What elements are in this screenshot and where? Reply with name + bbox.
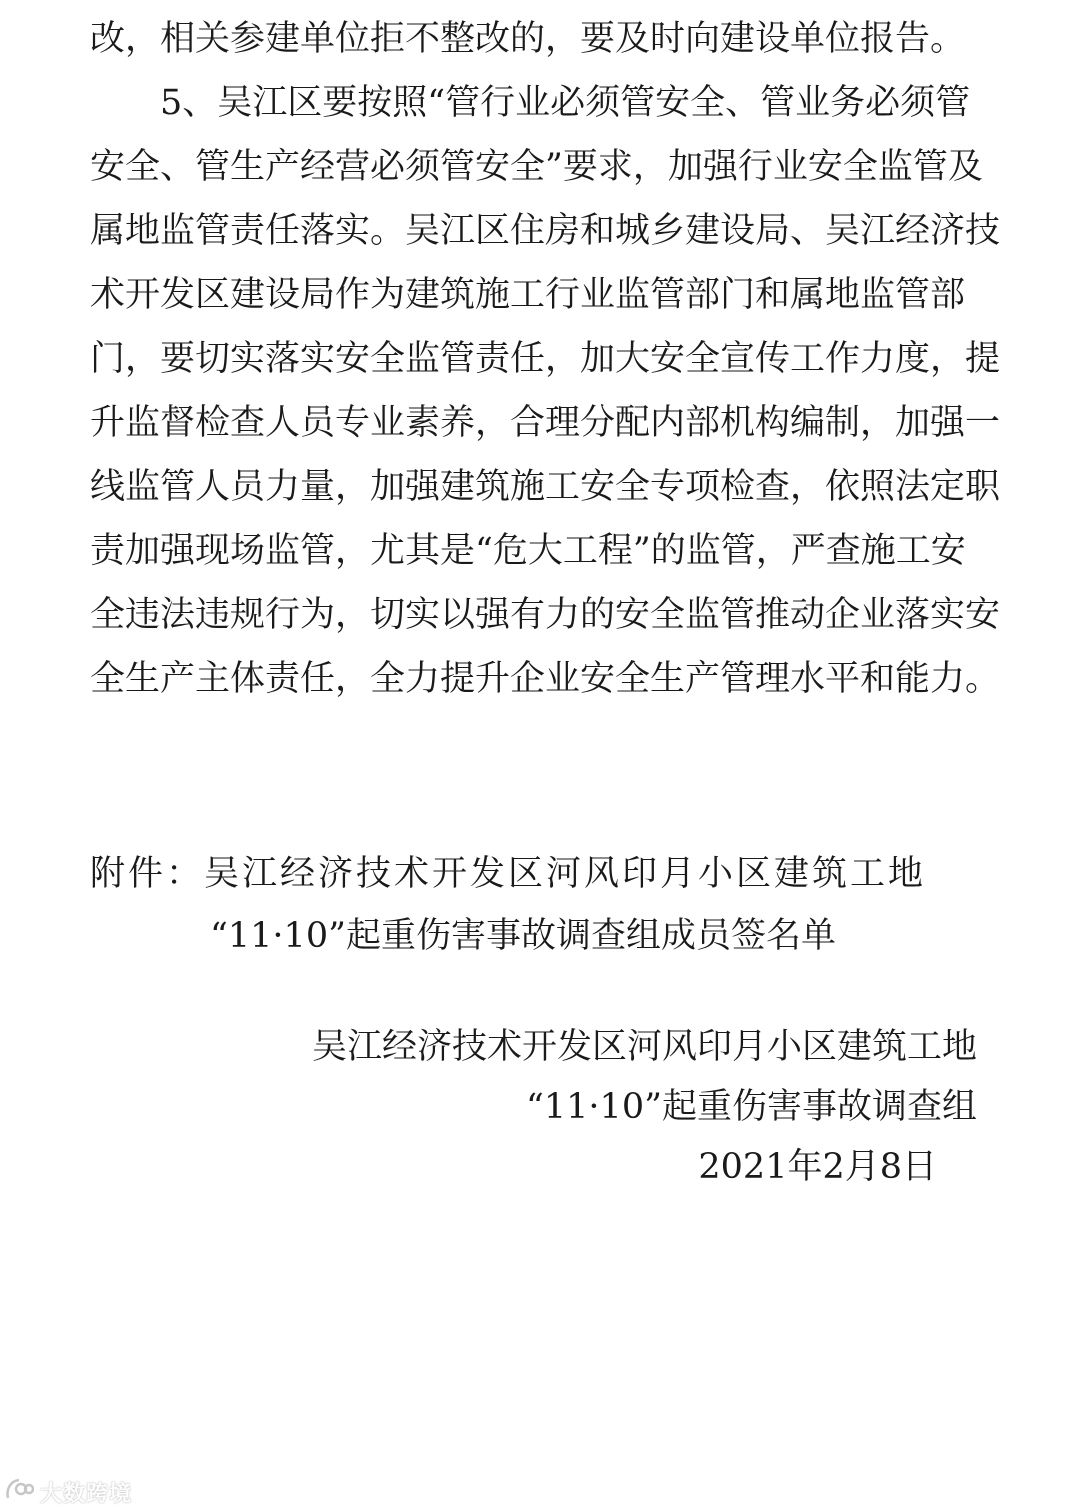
body-line: 改，相关参建单位拒不整改的，要及时向建设单位报告。 bbox=[90, 19, 966, 59]
watermark-text: 大数跨境 bbox=[40, 1481, 133, 1507]
body-line: 全生产主体责任，全力提升企业安全生产管理水平和能力。 bbox=[90, 659, 1001, 699]
body-line: 门，要切实落实安全监管责任，加大安全宣传工作力度，提 bbox=[90, 339, 1001, 379]
body-line: 术开发区建设局作为建筑施工行业监管部门和属地监管部 bbox=[90, 275, 966, 315]
body-line: 全违法违规行为，切实以强有力的安全监管推动企业落实安 bbox=[90, 595, 1001, 635]
signature-org-line-2: “11·10”起重伤害事故调查组 bbox=[526, 1087, 977, 1127]
attachment-line-2: “11·10”起重伤害事故调查组成员签名单 bbox=[210, 916, 836, 956]
body-line: 属地监管责任落实。吴江区住房和城乡建设局、吴江经济技 bbox=[90, 211, 1001, 251]
attachment-line-1: 附件：吴江经济技术开发区河风印月小区建筑工地 bbox=[90, 854, 927, 894]
signature-org-line-1: 吴江经济技术开发区河风印月小区建筑工地 bbox=[311, 1027, 977, 1067]
body-line: 线监管人员力量，加强建筑施工安全专项检查，依照法定职 bbox=[90, 467, 1001, 507]
body-line: 责加强现场监管，尤其是“危大工程”的监管，严查施工安 bbox=[90, 531, 966, 571]
body-line: 5、吴江区要按照“管行业必须管安全、管业务必须管 bbox=[160, 83, 971, 123]
signature-date: 2021年2月8日 bbox=[698, 1147, 937, 1187]
ido-logo-icon bbox=[4, 1476, 34, 1508]
body-line: 升监督检查人员专业素养，合理分配内部机构编制，加强一 bbox=[90, 403, 1001, 443]
watermark bbox=[4, 1476, 132, 1508]
body-line: 安全、管生产经营必须管安全”要求，加强行业安全监管及 bbox=[90, 147, 983, 187]
